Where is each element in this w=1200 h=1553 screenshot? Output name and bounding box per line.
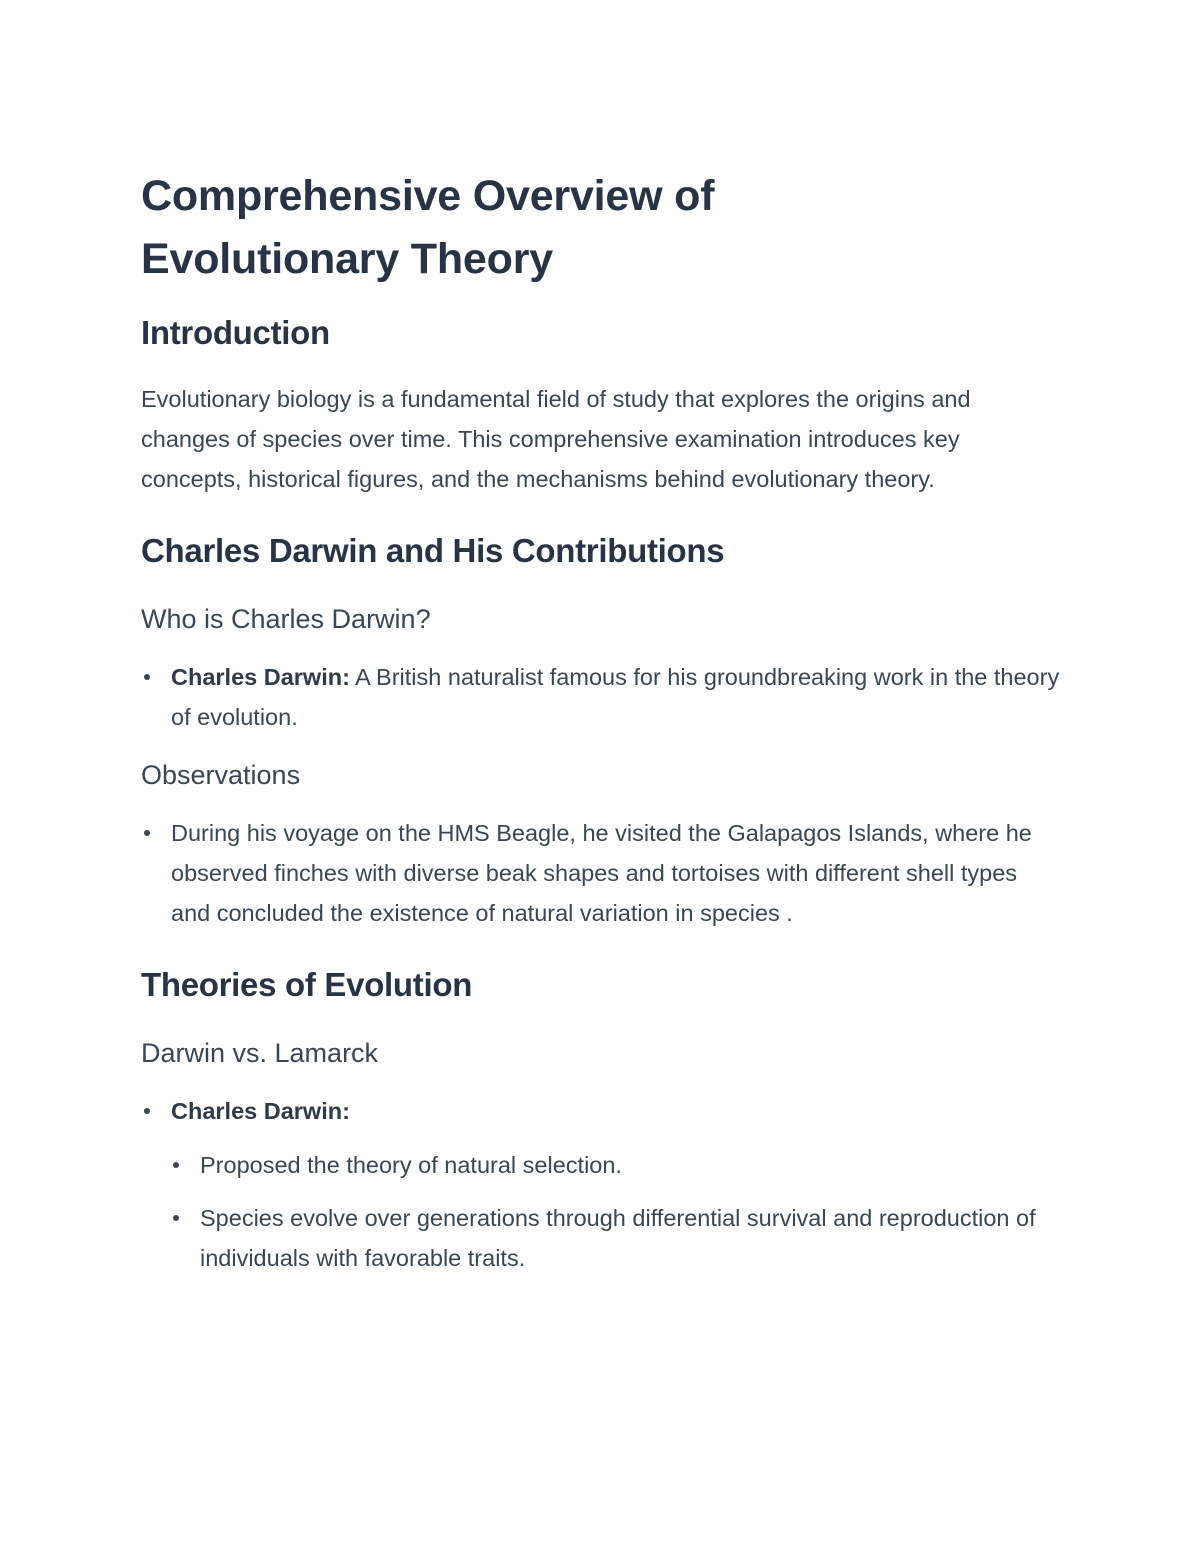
section-heading-introduction: Introduction xyxy=(141,314,330,351)
observations-list xyxy=(141,813,1061,933)
bullet-icon xyxy=(173,1162,179,1168)
term-charles-darwin: Charles Darwin: xyxy=(171,1098,350,1124)
list-item xyxy=(141,1145,1061,1185)
term-charles-darwin: Charles Darwin: xyxy=(171,664,350,690)
document-page xyxy=(141,165,1061,1278)
bullet-icon xyxy=(144,1108,150,1114)
darwin-points-list xyxy=(141,1145,1061,1278)
point-text: Proposed the theory of natural selection. xyxy=(200,1152,622,1178)
bullet-icon xyxy=(173,1215,179,1221)
subheading-observations: Observations xyxy=(141,760,301,790)
comparison-list xyxy=(141,1091,1061,1131)
list-item xyxy=(141,813,1061,933)
subheading-who-is-darwin: Who is Charles Darwin? xyxy=(141,604,431,634)
bullet-icon xyxy=(144,674,150,680)
document-title: Comprehensive Overview of Evolutionary Theory xyxy=(141,172,715,283)
darwin-description: A British naturalist famous for his groundbreaking work in the theory of evolution. xyxy=(171,664,1060,730)
section-heading-theories: Theories of Evolution xyxy=(141,966,473,1003)
list-item xyxy=(141,657,1061,737)
list-item xyxy=(141,1198,1061,1278)
intro-paragraph: Evolutionary biology is a fundamental field of study that explores the origins and changes of species over time. This comprehensive examination introduces key concepts, historical figures, and the mechanisms behind evolutionary theory. xyxy=(141,386,971,492)
who-list xyxy=(141,657,1061,737)
section-heading-darwin: Charles Darwin and His Contributions xyxy=(141,532,725,569)
point-text: Species evolve over generations through differential survival and reproduction of individuals with favorable traits. xyxy=(200,1205,1036,1271)
list-item xyxy=(141,1091,1061,1131)
subheading-darwin-vs-lamarck: Darwin vs. Lamarck xyxy=(141,1038,379,1068)
bullet-icon xyxy=(144,830,150,836)
observations-text: During his voyage on the HMS Beagle, he visited the Galapagos Islands, where he observed finches with diverse beak shapes and tortoises with different shell types and concluded the existence of natural variation in species . xyxy=(171,820,1032,926)
